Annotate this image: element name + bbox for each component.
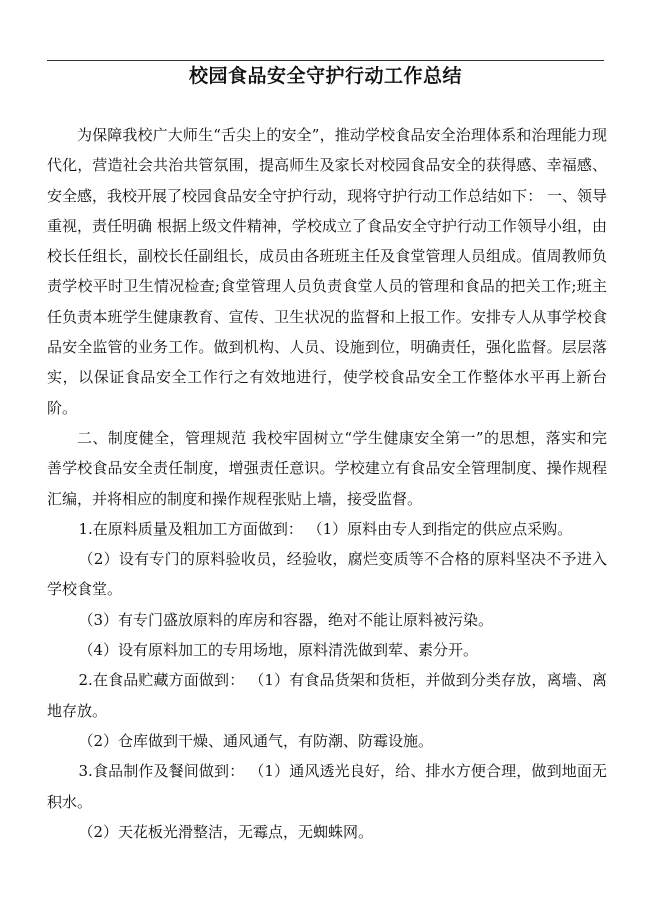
list-item-food-preparation: 3.食品制作及餐间做到： （1）通风透光良好，给、排水方便合理，做到地面无积水。 (47, 762, 607, 811)
list-item-storeroom: （3）有专门盛放原料的库房和容器，绝对不能让原料被污染。 (78, 610, 494, 629)
paragraph-intro: 为保障我校广大师生“舌尖上的安全”，推动学校食品安全治理体系和治理能力现代化，营造社会共治共管氛围，提高师生及家长对校园食品安全的获得感、幸福感、安全感，我校开展了校园食品安全守护行动，现将守护行动工作总结如下： 一、领导重视，责任明确 根据上级文件精神，学校成立了食品安全守护行动工作领导小组，由校长任组长，副校长任副组长，成员由各班班主任及食堂管理人员组成。值周教师负责学校平时卫生情况检查;食堂管理人员负责食堂人员的管理和食品的把关工作;班主任负责本班学生健康教育、宣传、卫生状况的监督和上报工作。安排专人从事学校食品安全监管的业务工作。做到机构、人员、设施到位，明确责任，强化监督。层层落实，以保证食品安全工作行之有效地进行，使学校食品安全工作整体水平再上新台阶。 (47, 126, 607, 417)
list-item-food-storage: 2.在食品贮藏方面做到： （1）有食品货架和货柜，并做到分类存放，离墙、离地存放。 (47, 671, 607, 720)
list-item-ceiling: （2）天花板光滑整洁，无霉点，无蜘蛛网。 (78, 822, 374, 841)
list-item-raw-material: 1.在原料质量及粗加工方面做到： （1）原料由专人到指定的供应点采购。 (78, 519, 573, 538)
header-rule (47, 60, 604, 61)
paragraph-section-two: 二、制度健全，管理规范 我校牢固树立“学生健康安全第一”的思想，落实和完善学校食品安全责任制度，增强责任意识。学校建立有食品安全管理制度、操作规程汇编，并将相应的制度和操作规程张贴上墙，接受监督。 (47, 428, 607, 508)
document-title: 校园食品安全守护行动工作总结 (188, 65, 462, 87)
list-item-inspector: （2）设有专门的原料验收员，经验收，腐烂变质等不合格的原料坚决不予进入学校食堂。 (47, 550, 607, 599)
list-item-warehouse: （2）仓库做到干燥、通风通气，有防潮、防霉设施。 (78, 731, 434, 750)
document-body (47, 120, 607, 847)
list-item-processing-area: （4）设有原料加工的专用场地，原料清洗做到荤、素分开。 (78, 641, 479, 660)
